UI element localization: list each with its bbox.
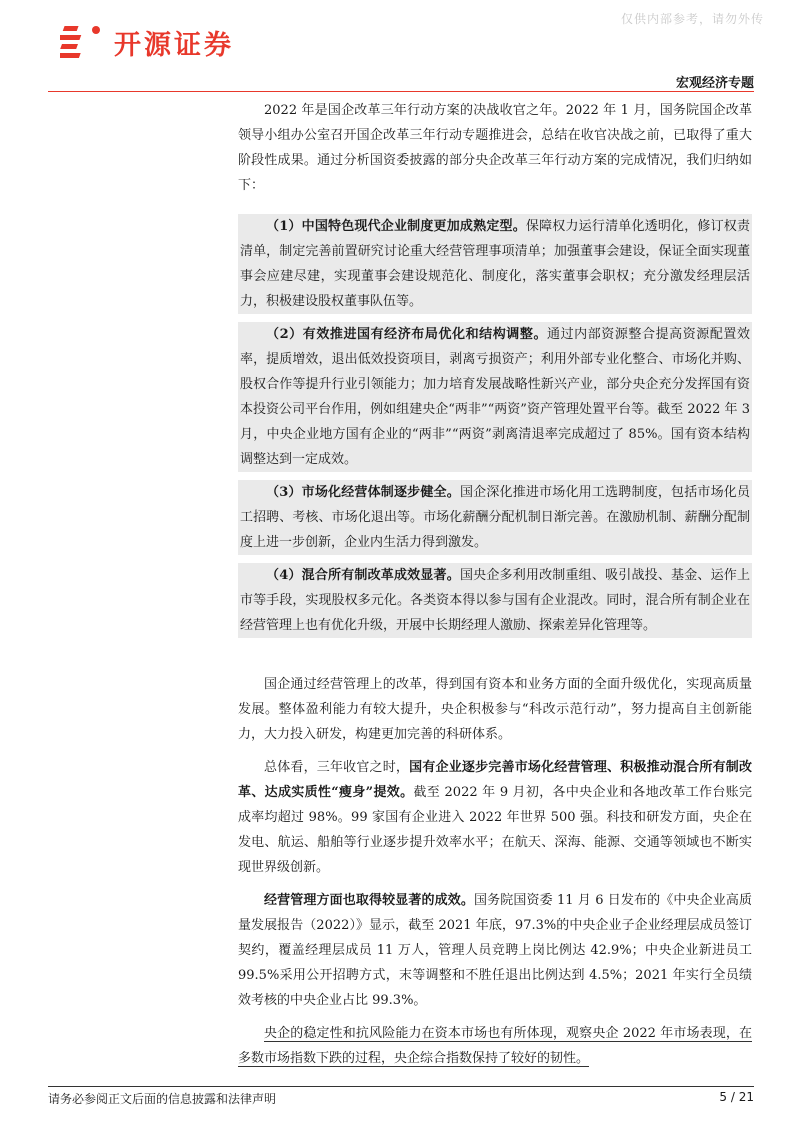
summary-highlight: 国有企业逐步完善市场化经营管理、积极推动混合所有制改革、达成实质性“瘦身”提效。: [238, 760, 752, 800]
management-highlight: 经营管理方面也取得较显著的成效。: [264, 893, 475, 908]
reform-item-2-title: （2）有效推进国有经济布局优化和结构调整。: [266, 327, 548, 342]
logo-mark-icon: [60, 22, 104, 62]
reform-item-1-body: 保障权力运行清单化透明化，修订权责清单，制定完善前置研究讨论重大经营管理事项清单；加强董事会建设，保证全面实现董事会应建尽建，实现董事会建设规范化、制度化，落实董事会职权；充分激发经理层活力，积极建设股权董事队伍等。: [240, 219, 750, 309]
management-paragraph: [238, 888, 752, 1013]
summary-rest: 截至 2022 年 9 月初，各中央企业和各地改革工作台账完成率均超过 98%。99 家国有企业进入 2022 年世界 500 强。科技和研发方面，央企在发电、航运、船舶等行业逐步提升效率水平；在航天、深海、能源、交通等领域也不断实现世界级创新。: [238, 785, 752, 875]
management-rest: 国务院国资委 11 月 6 日发布的《中央企业高质量发展报告（2022）》显示，截至 2021 年底，97.3%的中央企业子企业经理层成员签订契约，覆盖经理层成员 11 万人，管理人员竞聘上岗比例达 42.9%；中央企业新进员工 99.5%采用公开招聘方式，末等调整和不胜任退出比例达到 4.5%；2021 年实行全员绩效考核的中央企业占比 99.3%。: [238, 893, 752, 1008]
reform-item-3-body: 国企深化推进市场化用工选聘制度，包括市场化员工招聘、考核、市场化退出等。市场化薪酬分配机制日渐完善。在激励机制、薪酬分配制度上进一步创新，企业内生活力得到激发。: [240, 485, 750, 550]
page-number: 5 / 21: [719, 1090, 754, 1104]
reform-item-2: [238, 322, 752, 472]
logo-text: 开源证券: [114, 29, 234, 61]
report-body: [238, 98, 752, 1071]
watermark-text: 仅供内部参考，请勿外传: [620, 12, 764, 26]
header-divider: [48, 91, 754, 92]
footer-divider: [48, 1086, 754, 1087]
reform-item-3: [238, 480, 752, 555]
market-paragraph: [238, 1021, 752, 1071]
disclaimer-text: 请务必参阅正文后面的信息披露和法律声明: [48, 1092, 277, 1106]
reform-item-1: [238, 214, 752, 314]
reform-item-4-title: （4）混合所有制改革成效显著。: [266, 568, 460, 583]
reform-item-3-title: （3）市场化经营体制逐步健全。: [266, 485, 460, 500]
summary-lead: 总体看，三年收官之时，: [264, 760, 410, 775]
market-text: 央企的稳定性和抗风险能力在资本市场也有所体现，观察央企 2022 年市场表现，在多数市场指数下跌的过程，央企综合指数保持了较好的韧性。: [238, 1026, 752, 1066]
summary-paragraph: [238, 755, 752, 880]
reform-item-1-title: （1）中国特色现代企业制度更加成熟定型。: [266, 219, 526, 234]
reform-item-4-body: 国央企多利用改制重组、吸引战投、基金、运作上市等手段，实现股权多元化。各类资本得以参与国有企业混改。同时，混合所有制企业在经营管理上也有优化升级，开展中长期经理人激励、探索差异化管理等。: [240, 568, 750, 633]
upgrade-paragraph: 国企通过经营管理上的改革，得到国有资本和业务方面的全面升级优化，实现高质量发展。整体盈利能力有较大提升，央企积极参与“科改示范行动”，努力提高自主创新能力，大力投入研发，构建更加完善的科研体系。: [238, 677, 752, 742]
intro-paragraph: 2022 年是国企改革三年行动方案的决战收官之年。2022 年 1 月，国务院国企改革领导小组办公室召开国企改革三年行动专题推进会，总结在收官决战之前，已取得了重大阶段性成果。通过分析国资委披露的部分央企改革三年行动方案的完成情况，我们归纳如下：: [238, 103, 752, 193]
report-type-label: 宏观经济专题: [675, 76, 754, 91]
reform-item-4: [238, 563, 752, 638]
reform-item-2-body: 通过内部资源整合提高资源配置效率，提质增效，退出低效投资项目，剥离亏损资产；利用外部专业化整合、市场化并购、股权合作等提升行业引领能力；加力培育发展战略性新兴产业，部分央企充分发挥国有资本投资公司平台作用，例如组建央企“两非”“两资”资产管理处置平台等。截至 2022 年 3 月，中央企业地方国有企业的“两非”“两资”剥离清退率完成超过了 85%。国有资本结构调整达到一定成效。: [240, 327, 750, 467]
company-logo: [60, 22, 234, 62]
